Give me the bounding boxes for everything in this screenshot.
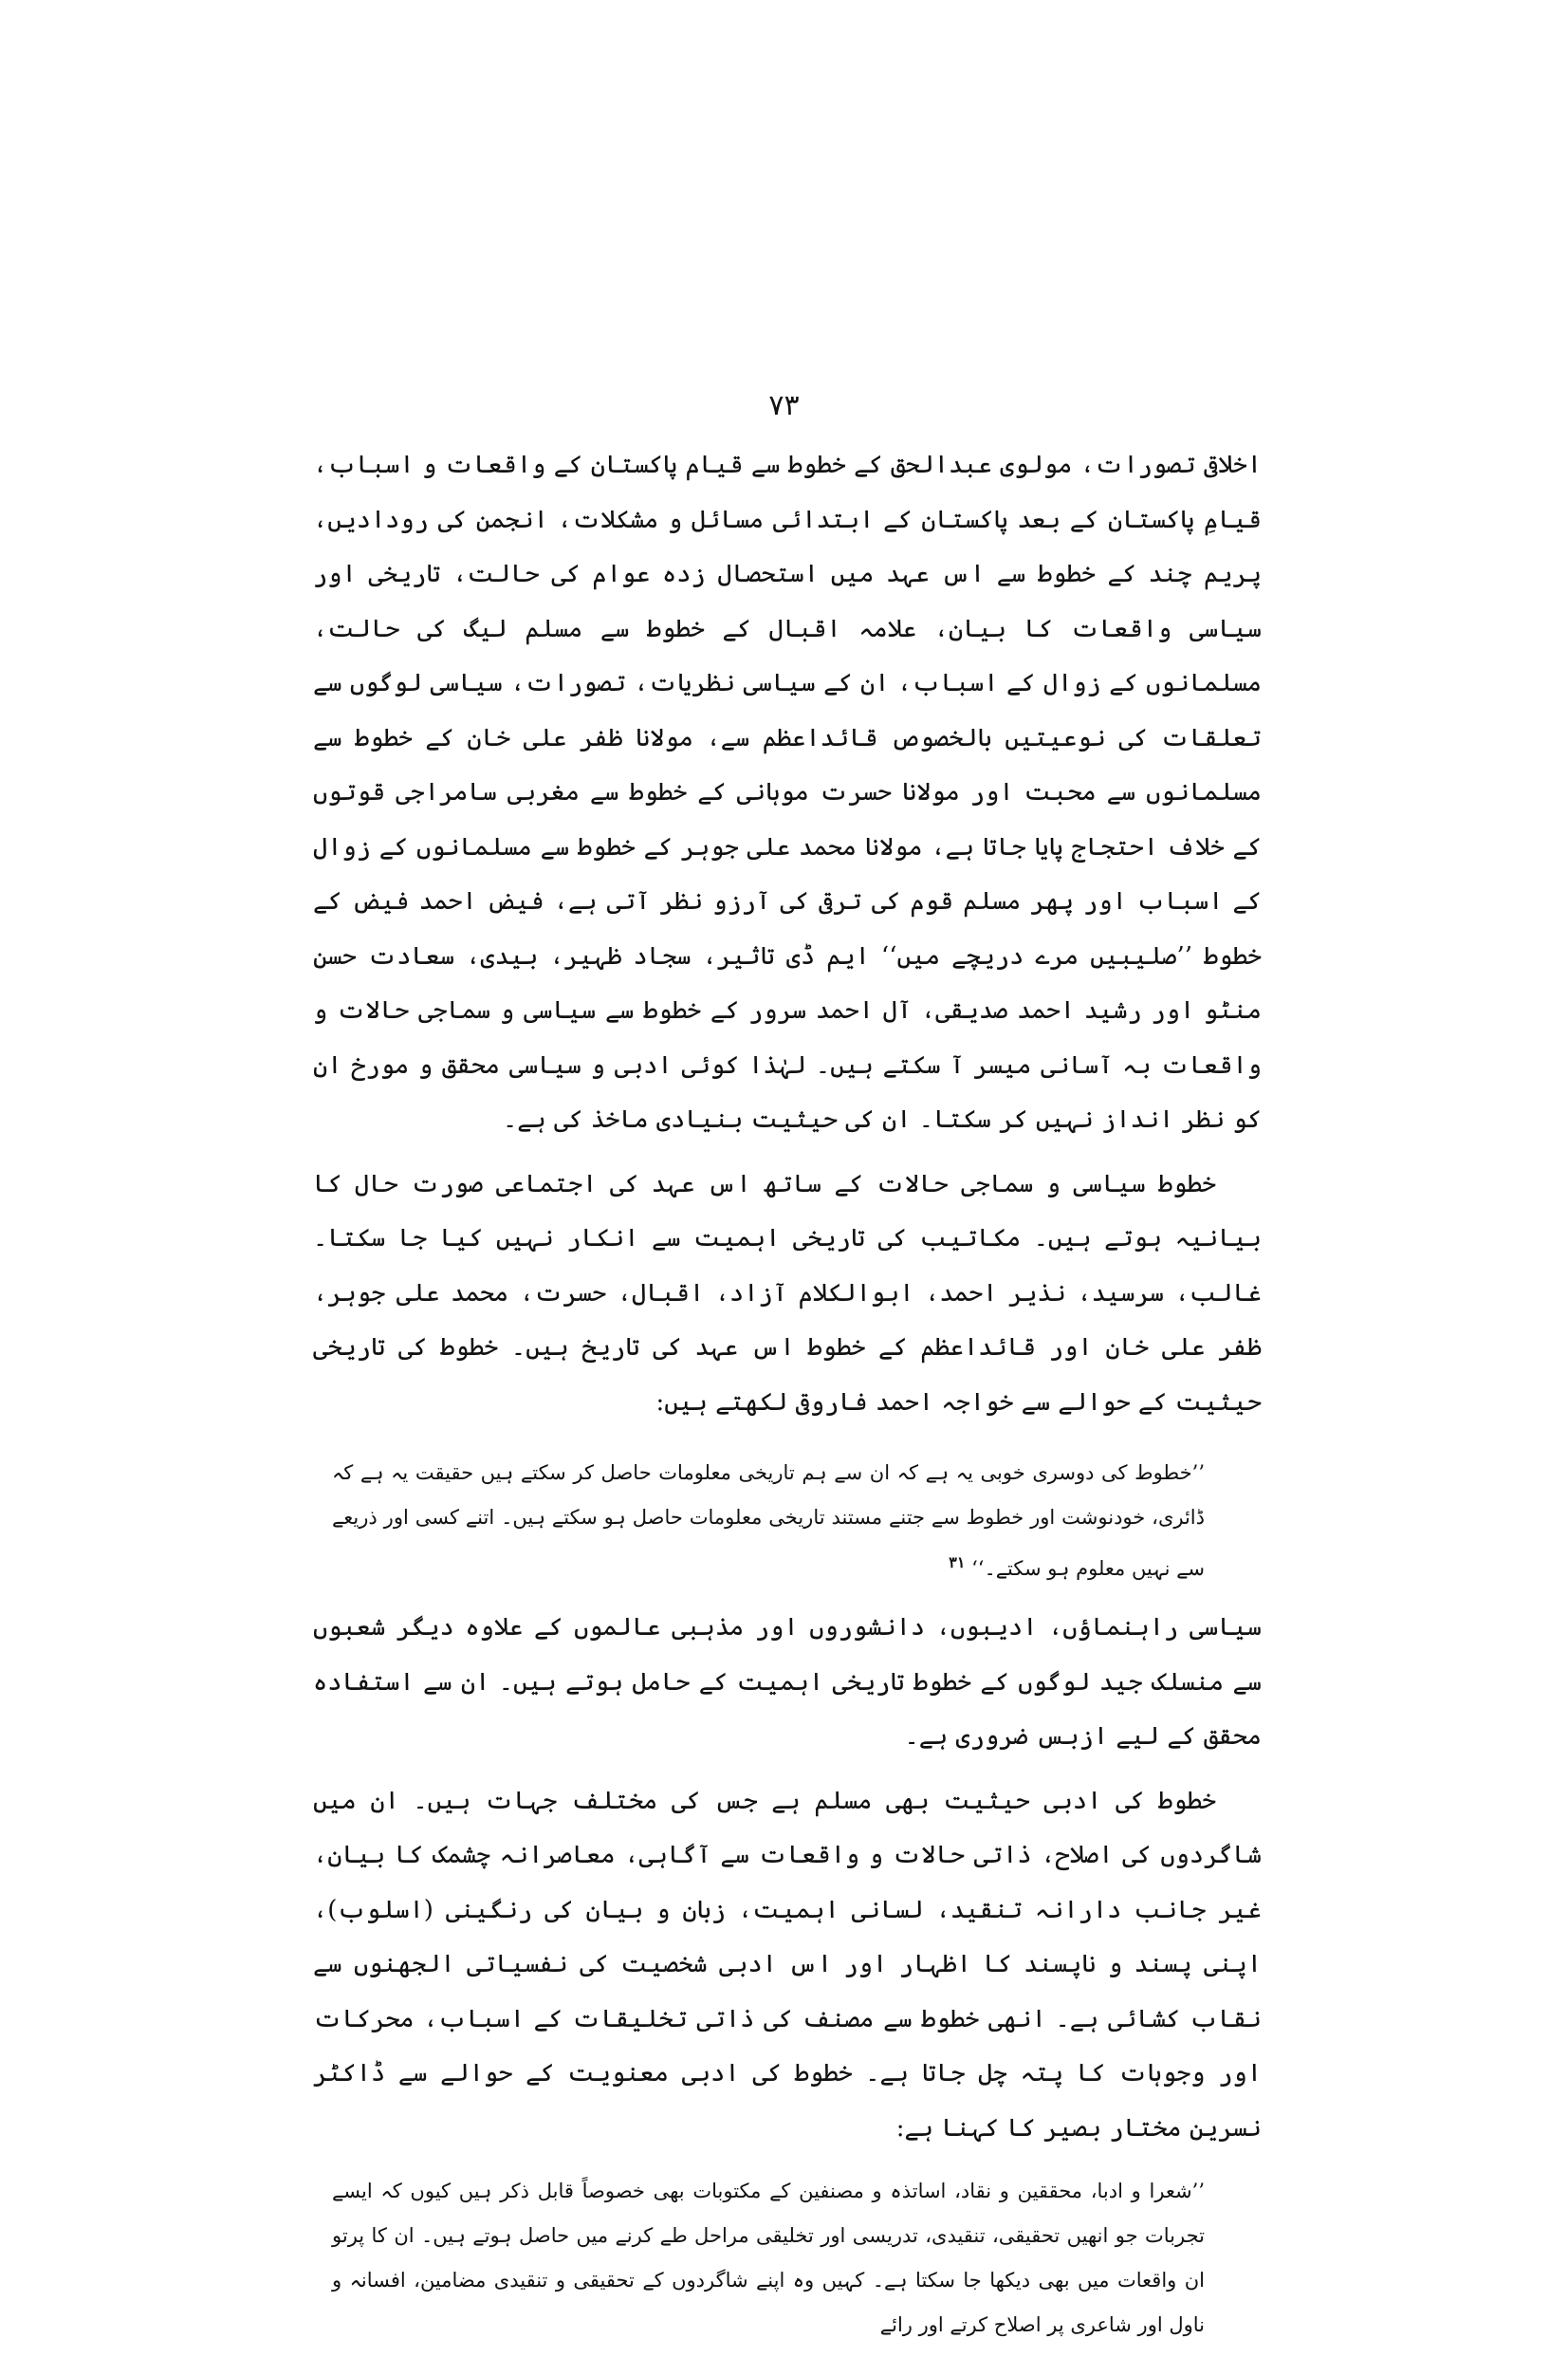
- block-quote-2: [332, 2169, 1205, 2348]
- paragraph-4: خطوط کی ادبی حیثیت بھی مسلم ہے جس کی مختلف جہات ہیں۔ ان میں شاگردوں کی اصلاح، ذاتی حالات و واقعات سے آگاہی، معاصرانہ چشمک کا بیان، غیر جانب دارانہ تنقید، لسانی اہمیت، زبان و بیان کی رنگینی (اسلوب)، اپنی پسند و ناپسند کا اظہار اور اس ادبی شخصیت کی نفسیاتی الجھنوں سے نقاب کشائی ہے۔ انھی خطوط سے مصنف کی ذاتی تخلیقات کے اسباب، محرکات اور وجوہات کا پتہ چل جاتا ہے۔ خطوط کی ادبی معنویت کے حوالے سے ڈاکٹر نسرین مختار بصیر کا کہنا ہے:: [313, 1786, 1262, 2143]
- page-body: [313, 438, 1262, 2357]
- block-quote-2-text: ’’شعرا و ادبا، محققین و نقاد، اساتذہ و مصنفین کے مکتوبات بھی خصوصاً قابل ذکر ہیں کیوں کہ ایسے تجربات جو انھیں تحقیقی، تنقیدی، تدریسی اور تخلیقی مراحل طے کرنے میں حاصل ہوتے ہیں۔ ان کا پرتو ان واقعات میں بھی دیکھا جا سکتا ہے۔ کہیں وہ اپنے شاگردوں کے تحقیقی و تنقیدی مضامین، افسانہ و ناول اور شاعری پر اصلاح کرتے اور رائے: [332, 2180, 1205, 2336]
- paragraph-2: خطوط سیاسی و سماجی حالات کے ساتھ اس عہد کی اجتماعی صورت حال کا بیانیہ ہوتے ہیں۔ مکاتیب کی تاریخی اہمیت سے انکار نہیں کیا جا سکتا۔ غالب، سرسید، نذیر احمد، ابوالکلام آزاد، اقبال، حسرت، محمد علی جوہر، ظفر علی خان اور قائداعظم کے خطوط اس عہد کی تاریخ ہیں۔ خطوط کی تاریخی حیثیت کے حوالے سے خواجہ احمد فاروقی لکھتے ہیں:: [313, 1169, 1262, 1417]
- paragraph-3: سیاسی راہنماؤں، ادیبوں، دانشوروں اور مذہبی عالموں کے علاوہ دیگر شعبوں سے منسلک جید لوگوں کے خطوط تاریخی اہمیت کے حامل ہوتے ہیں۔ ان سے استفادہ محقق کے لیے ازبس ضروری ہے۔: [313, 1613, 1262, 1751]
- footnote-reference: ۳۱: [949, 1553, 966, 1571]
- block-quote-1: [332, 1451, 1205, 1591]
- paragraph-1: اخلاقی تصورات، مولوی عبدالحق کے خطوط سے قیام پاکستان کے واقعات و اسباب، قیامِ پاکستان کے بعد پاکستان کے ابتدائی مسائل و مشکلات، انجمن کی رودادیں، پریم چند کے خطوط سے اس عہد میں استحصال زدہ عوام کی حالت، تاریخی اور سیاسی واقعات کا بیان، علامہ اقبال کے خطوط سے مسلم لیگ کی حالت، مسلمانوں کے زوال کے اسباب، ان کے سیاسی نظریات، تصورات، سیاسی لوگوں سے تعلقات کی نوعیتیں بالخصوص قائداعظم سے، مولانا ظفر علی خان کے خطوط سے مسلمانوں سے محبت اور مولانا حسرت موہانی کے خطوط سے مغربی سامراجی قوتوں کے خلاف احتجاج پایا جاتا ہے، مولانا محمد علی جوہر کے خطوط سے مسلمانوں کے زوال کے اسباب اور پھر مسلم قوم کی ترقی کی آرزو نظر آتی ہے، فیض احمد فیض کے خطوط ’’صلیبیں مرے دریچے میں‘‘ ایم ڈی تاثیر، سجاد ظہیر، بیدی، سعادت حسن منٹو اور رشید احمد صدیقی، آل احمد سرور کے خطوط سے سیاسی و سماجی حالات و واقعات بہ آسانی میسر آ سکتے ہیں۔ لہٰذا کوئی ادبی و سیاسی محقق و مورخ ان کو نظر انداز نہیں کر سکتا۔ ان کی حیثیت بنیادی ماخذ کی ہے۔: [313, 451, 1262, 1134]
- page-number: ۷۳: [768, 389, 800, 422]
- block-quote-1-text: ’’خطوط کی دوسری خوبی یہ ہے کہ ان سے ہم تاریخی معلومات حاصل کر سکتے ہیں حقیقت یہ ہے کہ ڈائری، خودنوشت اور خطوط سے جتنے مستند تاریخی معلومات حاصل ہو سکتے ہیں۔ اتنے کسی اور ذریعے سے نہیں معلوم ہو سکتے۔‘‘: [332, 1461, 1205, 1580]
